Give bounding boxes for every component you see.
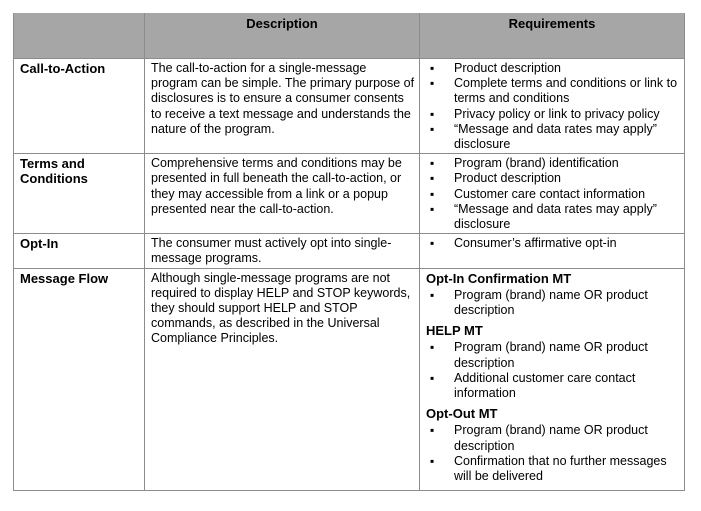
row-description: Comprehensive terms and conditions may be presented in full beneath the call-to-action, or they may accessible from a link or a popup presented near the call-to-action. — [145, 154, 420, 234]
row-requirements — [420, 268, 685, 491]
requirement-item: ▪ Customer care contact information — [426, 187, 680, 202]
row-call-to-action — [14, 59, 685, 154]
group-title-opt-out: Opt-Out MT — [426, 406, 498, 422]
row-label: Terms and Conditions — [14, 154, 145, 234]
row-label: Message Flow — [14, 268, 145, 491]
requirements-table — [13, 13, 685, 491]
row-label: Call-to-Action — [14, 59, 145, 154]
header-requirements: Requirements — [420, 13, 685, 59]
requirement-list — [426, 340, 680, 401]
row-message-flow — [14, 268, 685, 491]
requirement-list — [426, 288, 680, 318]
requirement-item: ▪ Program (brand) name OR product description — [426, 423, 680, 453]
requirement-item: ▪ Program (brand) name OR product description — [426, 288, 680, 318]
requirement-list — [426, 61, 680, 152]
requirement-list — [426, 236, 680, 251]
group-title-opt-in-confirmation: Opt-In Confirmation MT — [426, 270, 572, 286]
header-description: Description — [145, 13, 420, 59]
row-description: The consumer must actively opt into single-message programs. — [145, 234, 420, 268]
header-blank — [14, 13, 145, 59]
header-row — [14, 13, 685, 59]
row-description: The call-to-action for a single-message program can be simple. The primary purpose of disclosures is to ensure a consumer consents to receive a text message and understands the nature of the program. — [145, 59, 420, 154]
requirement-item: ▪ Program (brand) identification — [426, 156, 680, 171]
requirement-item: ▪ Privacy policy or link to privacy policy — [426, 107, 680, 122]
row-description: Although single-message programs are not required to display HELP and STOP keywords, they should support HELP and STOP commands, as described in the Universal Compliance Principles. — [145, 268, 420, 491]
requirement-item: ▪ Product description — [426, 171, 680, 186]
requirement-item: ▪ Complete terms and conditions or link to terms and conditions — [426, 76, 680, 106]
requirement-item: ▪ Additional customer care contact information — [426, 371, 680, 401]
row-requirements — [420, 154, 685, 234]
requirement-list — [426, 423, 680, 484]
requirement-item: ▪ Consumer’s affirmative opt-in — [426, 236, 680, 251]
row-label: Opt-In — [14, 234, 145, 268]
requirement-item: ▪ “Message and data rates may apply” disclosure — [426, 122, 680, 152]
requirement-item: ▪ Product description — [426, 61, 680, 76]
group-title-help: HELP MT — [426, 323, 483, 339]
row-opt-in — [14, 234, 685, 268]
row-requirements — [420, 234, 685, 268]
requirement-item: ▪ Program (brand) name OR product description — [426, 340, 680, 370]
row-terms-and-conditions — [14, 154, 685, 234]
row-requirements — [420, 59, 685, 154]
requirement-list — [426, 156, 680, 232]
requirement-item: ▪ Confirmation that no further messages will be delivered — [426, 454, 680, 484]
requirement-item: ▪ “Message and data rates may apply” disclosure — [426, 202, 680, 232]
